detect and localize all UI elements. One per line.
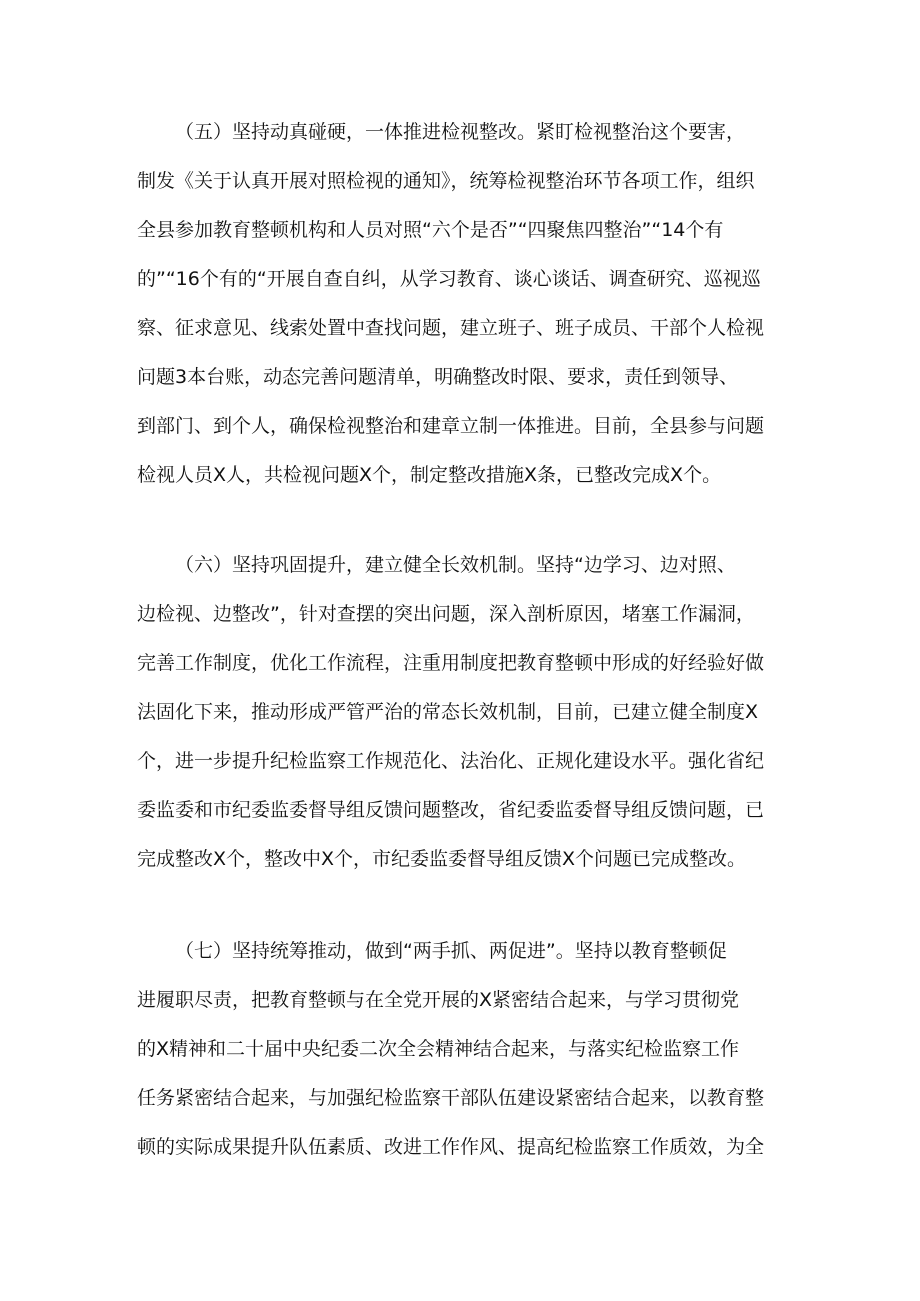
paragraph-line: （七）坚持统筹推动，做到“两手抓、两促进”。坚持以教育整顿促 — [175, 940, 727, 962]
paragraph-line: 的X精神和二十届中央纪委二次全会精神结合起来，与落实纪检监察工作 — [137, 1038, 740, 1060]
paragraph-line: 进履职尽责，把教育整顿与在全党开展的X紧密结合起来，与学习贯彻党 — [137, 989, 740, 1011]
paragraph-line: （五）坚持动真碰硬，一体推进检视整改。紧盯检视整治这个要害， — [175, 121, 746, 143]
paragraph-line: 完成整改X个，整改中X个，市纪委监委督导组反馈X个问题已完成整改。 — [137, 848, 747, 870]
paragraph-line: 的”“16个有的“开展自查自纠，从学习教育、谈心谈话、调查研究、巡视巡 — [137, 268, 761, 290]
paragraph-line: 任务紧密结合起来，与加强纪检监察干部队伍建设紧密结合起来，以教育整 — [137, 1087, 765, 1109]
paragraph-line: 全县参加教育整顿机构和人员对照“六个是否”“四聚焦四整治”“14个有 — [137, 219, 724, 241]
paragraph-line: 法固化下来，推动形成严管严治的常态长效机制，目前，已建立健全制度X — [137, 701, 759, 723]
paragraph-line: 委监委和市纪委监委督导组反馈问题整改，省纪委监委督导组反馈问题，已 — [137, 799, 765, 821]
paragraph-line: 察、征求意见、线索处置中查找问题，建立班子、班子成员、干部个人检视 — [137, 317, 765, 339]
paragraph-line: （六）坚持巩固提升，建立健全长效机制。坚持“边学习、边对照、 — [175, 554, 736, 576]
paragraph-line: 问题3本台账，动态完善问题清单，明确整改时限、要求，责任到领导、 — [137, 366, 739, 388]
paragraph-line: 制发《关于认真开展对照检视的通知》，统筹检视整治环节各项工作，组织 — [137, 170, 755, 192]
paragraph-line: 边检视、边整改”，针对查摆的突出问题，深入剖析原因，堵塞工作漏洞， — [137, 603, 755, 625]
paragraph-line: 顿的实际成果提升队伍素质、改进工作作风、提高纪检监察工作质效，为全 — [137, 1136, 765, 1158]
paragraph-line: 到部门、到个人，确保检视整治和建章立制一体推进。目前，全县参与问题 — [137, 415, 765, 437]
paragraph-line: 检视人员X人，共检视问题X个，制定整改措施X条，已整改完成X个。 — [137, 464, 722, 486]
paragraph-line: 个，进一步提升纪检监察工作规范化、法治化、正规化建设水平。强化省纪 — [137, 750, 765, 772]
paragraph-line: 完善工作制度，优化工作流程，注重用制度把教育整顿中形成的好经验好做 — [137, 652, 765, 674]
